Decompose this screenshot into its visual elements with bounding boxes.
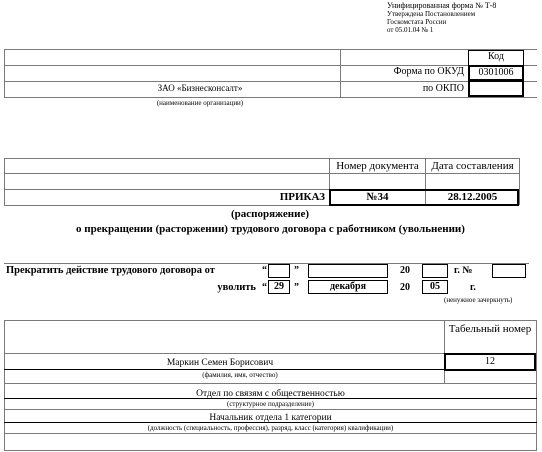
position-underline <box>4 422 537 423</box>
contract-day <box>268 264 290 278</box>
employee-position: Начальник отдела 1 категории <box>209 413 332 423</box>
grid-line <box>4 433 537 434</box>
okpo-value <box>468 80 524 97</box>
contract-year-prefix: 20 <box>400 265 410 276</box>
grid-line <box>4 450 537 451</box>
dismiss-year-suffix: 05 <box>422 280 448 294</box>
organization-caption: (наименование организации) <box>156 99 244 107</box>
grid-line <box>4 49 5 97</box>
contract-g-label: г. № <box>454 265 473 276</box>
organization-name: ЗАО «Бизнесконсалт» <box>157 83 243 93</box>
tab-number: 12 <box>485 356 495 367</box>
document-title: ПРИКАЗ <box>279 191 325 203</box>
quote-close-2: ” <box>294 282 299 293</box>
employee-name-caption: (фамилия, имя, отчество) <box>202 371 278 379</box>
dismiss-g-label: г. <box>470 282 476 293</box>
employee-department: Отдел по связям с общественностью <box>196 389 345 399</box>
terminate-label: Прекратить действие трудового договора от <box>6 265 215 276</box>
grid-line <box>4 173 519 174</box>
form-header-line2: Утверждена Постановлением <box>387 10 476 18</box>
strike-note: (ненужное зачеркнуть) <box>444 296 513 304</box>
okpo-label: по ОКПО <box>422 83 464 94</box>
employee-position-caption: (должность (специальность, профессия), разряд, класс (категория) квалификации) <box>147 424 394 432</box>
grid-line <box>4 383 537 384</box>
date-header: Дата составления <box>431 160 514 172</box>
document-number: №34 <box>366 191 389 203</box>
dismiss-month: декабря <box>308 280 388 294</box>
dismiss-day: 29 <box>268 280 290 294</box>
form-header-line1: Унифицированная форма № Т-8 <box>387 1 497 10</box>
grid-line <box>519 158 520 205</box>
form-header <box>387 2 537 34</box>
department-underline <box>4 398 537 399</box>
tab-number-header: Табельный номер <box>448 323 532 335</box>
grid-line <box>4 409 537 410</box>
quote-close: ” <box>294 265 299 276</box>
form-header-line3: Госкомстата России <box>387 18 447 26</box>
quote-open: “ <box>262 265 267 276</box>
document-subtitle: (распоряжение) <box>230 208 309 220</box>
employee-department-caption: (структурное подразделение) <box>226 400 314 408</box>
contract-year-suffix <box>422 264 448 278</box>
grid-line <box>444 320 445 383</box>
okud-label: Форма по ОКУД <box>393 66 464 77</box>
grid-line <box>4 158 519 159</box>
grid-line <box>4 320 537 321</box>
dismiss-year-prefix: 20 <box>400 282 410 293</box>
grid-line <box>4 49 537 50</box>
grid-line <box>4 263 529 264</box>
grid-line <box>4 97 537 98</box>
okud-value: 0301006 <box>468 65 524 81</box>
dismiss-label: уволить <box>217 282 256 293</box>
document-purpose: о прекращении (расторжении) трудового договора с работником (увольнении) <box>76 223 465 235</box>
name-underline <box>4 369 444 370</box>
number-header: Номер документа <box>336 160 419 172</box>
quote-open-2: “ <box>262 282 267 293</box>
employee-name: Маркин Семен Борисович <box>166 358 274 368</box>
form-header-line4: от 05.01.04 № 1 <box>387 26 434 34</box>
contract-number <box>492 264 526 278</box>
document-date: 28.12.2005 <box>447 191 498 203</box>
grid-line <box>4 81 537 82</box>
kod-header: Код <box>468 50 524 66</box>
grid-line <box>4 158 5 205</box>
contract-month <box>308 264 388 278</box>
